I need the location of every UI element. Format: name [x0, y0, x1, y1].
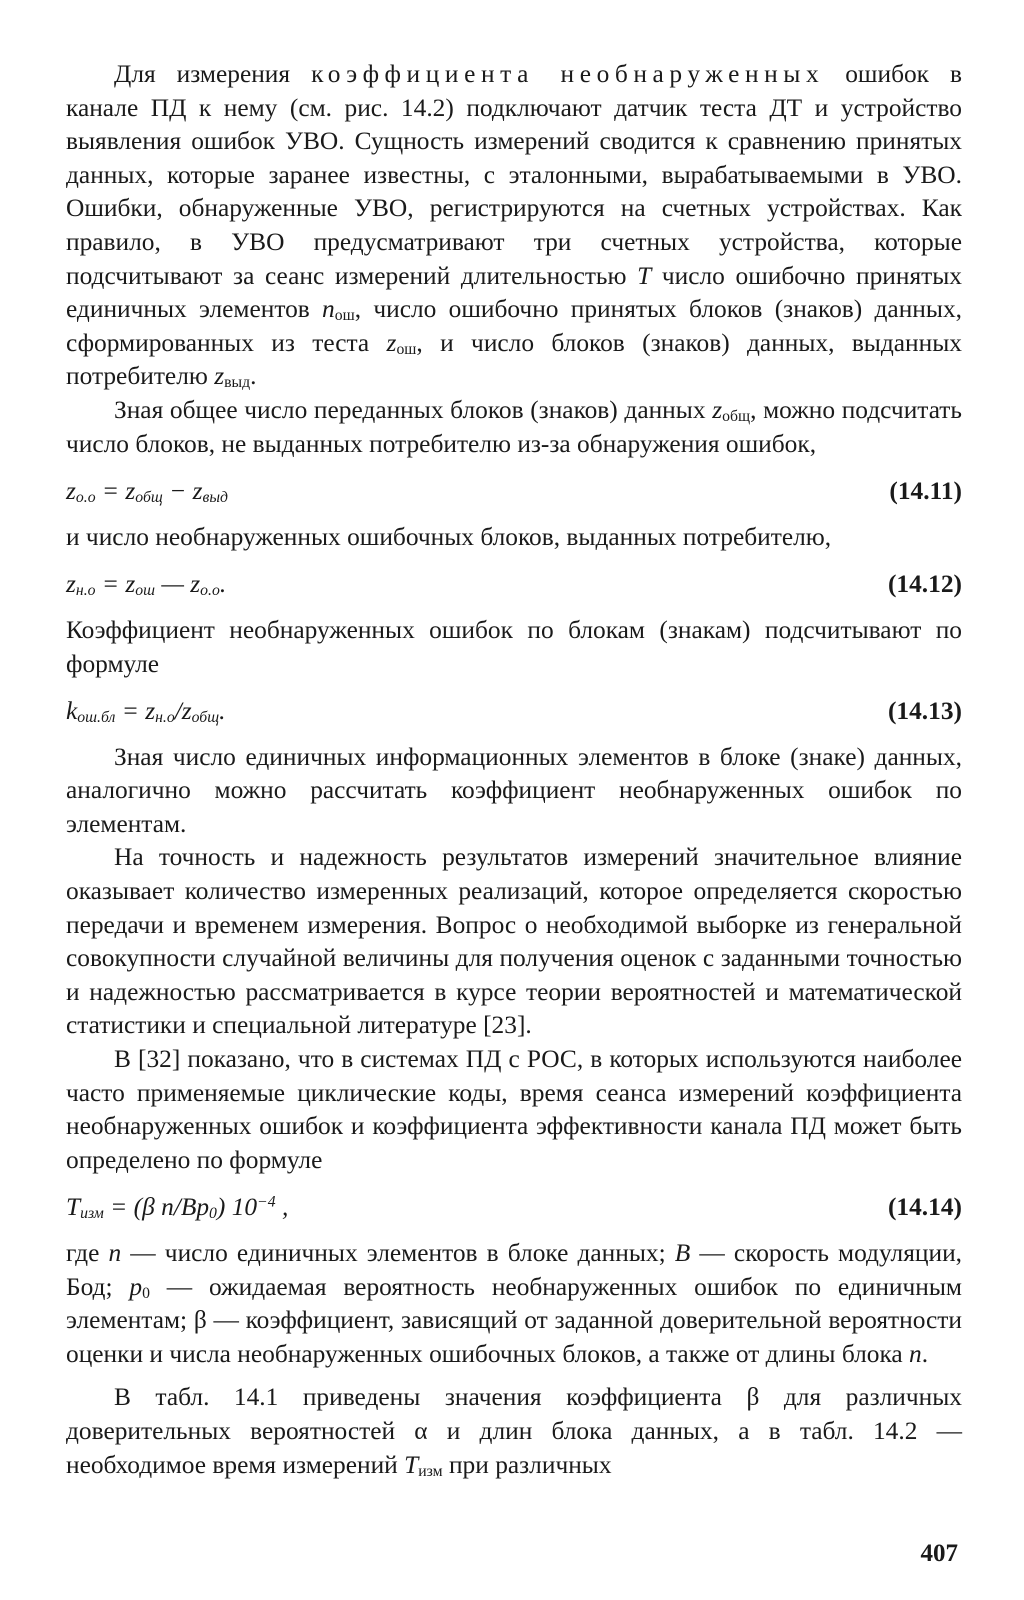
- paragraph-3: и число необнаруженных ошибочных блоков, выданных потребителю,: [66, 522, 832, 551]
- spaced-term: коэффициента необнаруженных: [311, 60, 825, 88]
- equation-number: (14.12): [887, 570, 962, 599]
- paragraph-4: Коэффициент необнаруженных ошибок по блокам (знакам) подсчитывают по формуле: [66, 615, 962, 678]
- paragraph-8: где n — число единичных элементов в блоке данных; B — скорость модуляции, Бод; $p_0$ — ожидаемая вероятность необнаруженных ошибок по единичным элементам; β — коэффициент, зависящий от заданной доверительной вероятности оценки и числа необнаруженных ошибочных блоков, а также от длины блока n.: [66, 1239, 963, 1368]
- formula-expression: $k_{ош.бл} = z_{н.о}/z_{общ}$.: [66, 697, 226, 727]
- paragraph-7: В [32] показано, что в системах ПД с РОС, в которых используются наиболее часто применяемые циклические коды, время сеанса измерений коэффициента необнаруженных ошибок и коэффициента эффективности канала ПД может быть определено по формуле: [66, 1045, 962, 1174]
- formula-14-13: [66, 695, 962, 729]
- formula-14-11: [66, 475, 962, 509]
- formula-14-14: [66, 1191, 962, 1225]
- paragraph-6: На точность и надежность результатов измерений значительное влияние оказывает количество измеренных реализаций, которое определяется скоростью передачи и временем измерения. Вопрос о необходимой выборке из генеральной совокупности случайной величины для получения оценок с заданными точностью и надежностью рассматривается в курсе теории вероятностей и математической статистики и специальной литературе [23].: [66, 843, 962, 1040]
- equation-number: (14.14): [887, 1193, 962, 1222]
- paragraph-1: Для измерения коэффициента необнаруженных ошибок в канале ПД к нему (см. рис. 14.2) подключают датчик теста ДТ и устройство выявления ошибок УВО. Сущность измерений сводится к сравнению принятых данных, которые заранее известны, с эталонными, вырабатываемыми в УВО. Ошибки, обнаруженные УВО, регистрируются на счетных устройствах. Как правило, в УВО предусматривают три счетных устройства, которые подсчитывают за сеанс измерений длительностью T число ошибочно принятых единичных элементов $n_{ош}$, число ошибочно принятых блоков (знаков) данных, сформированных из теста $z_{ош}$, и число блоков (знаков) данных, выданных потребителю $z_{выд}$.: [66, 60, 962, 392]
- paragraph-5: Зная число единичных информационных элементов в блоке (знаке) данных, аналогично можно рассчитать коэффициент необнаруженных ошибок по элементам.: [66, 742, 962, 838]
- equation-number: (14.13): [887, 697, 962, 726]
- formula-expression: $z_{о.о} = z_{общ} - z_{выд}$: [66, 477, 228, 507]
- formula-expression: $z_{н.о} = z_{ош}$ — $z_{о.о}$.: [66, 570, 227, 600]
- body-text: [66, 58, 962, 1482]
- page-number: 407: [920, 1540, 958, 1567]
- formula-expression: $T_{изм} = (\beta$ $n/Bp_0$) $10^{-4}$ ,: [66, 1193, 289, 1223]
- equation-number: (14.11): [889, 477, 962, 506]
- paragraph-2: Зная общее число переданных блоков (знаков) данных $z_{общ}$, можно подсчитать число блоков, не выданных потребителю из-за обнаружения ошибок,: [66, 395, 962, 458]
- formula-14-12: [66, 568, 962, 602]
- paragraph-9: В табл. 14.1 приведены значения коэффициента β для различных доверительных вероятностей α и длин блока данных, а в табл. 14.2 — необходимое время измерений $T_{изм}$ при различных: [66, 1383, 962, 1480]
